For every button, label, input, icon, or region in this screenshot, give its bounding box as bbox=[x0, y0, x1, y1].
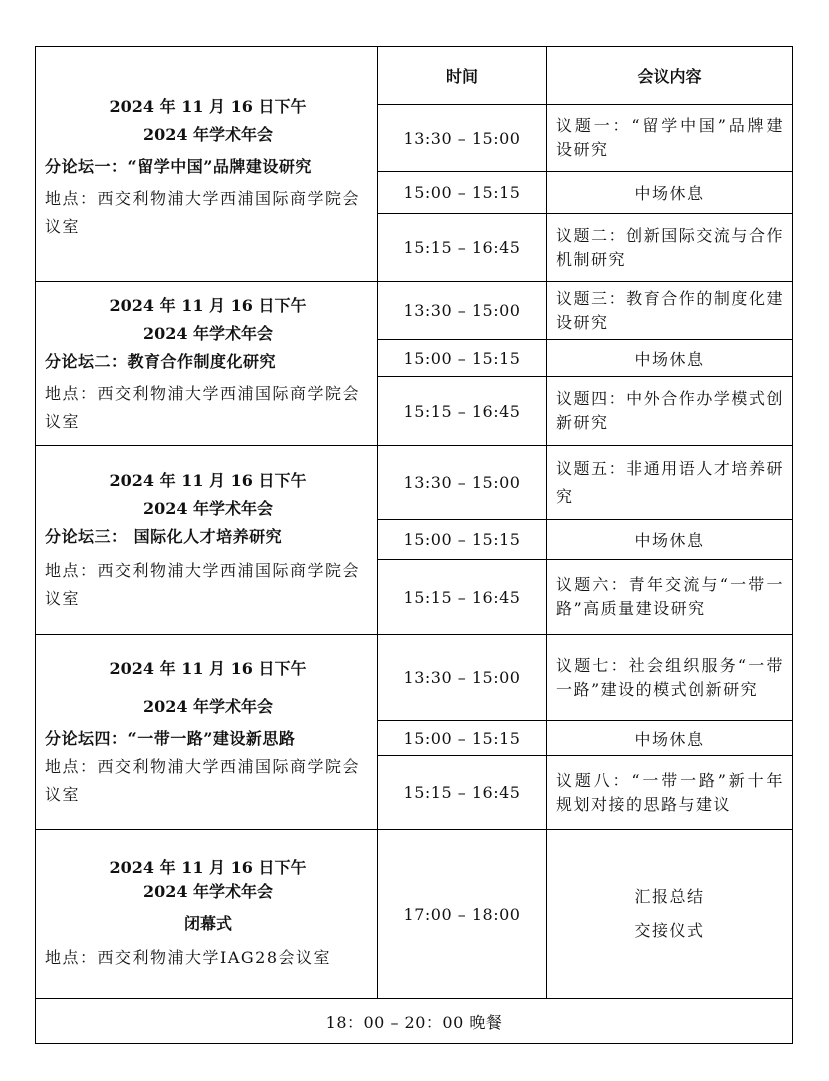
session-topic: 议题一：“留学中国”品牌建设研究 bbox=[547, 105, 793, 172]
session-time: 15:15 – 16:45 bbox=[378, 560, 547, 635]
forum-title: 分论坛三： 国际化人才培养研究 bbox=[45, 527, 283, 546]
header-content: 会议内容 bbox=[547, 47, 793, 105]
session-topic: 议题三：教育合作的制度化建设研究 bbox=[547, 282, 793, 340]
forum-3-info bbox=[36, 446, 378, 635]
footer-row bbox=[36, 999, 793, 1044]
session-time: 15:15 – 16:45 bbox=[378, 214, 547, 282]
header-time: 时间 bbox=[378, 47, 547, 105]
forum-meeting: 2024 年学术年会 bbox=[142, 323, 274, 343]
forum-title: 分论坛二：教育合作制度化研究 bbox=[45, 351, 277, 371]
break-label: 中场休息 bbox=[547, 340, 793, 377]
closing-item-summary: 汇报总结 bbox=[634, 887, 705, 906]
forum-meeting: 2024 年学术年会 bbox=[142, 499, 274, 518]
closing-title: 闭幕式 bbox=[183, 914, 232, 933]
conference-schedule-table bbox=[35, 46, 793, 1044]
forum-location: 地点：西交利物浦大学西浦国际商学院会议室 bbox=[45, 757, 361, 804]
session-topic: 议题五：非通用语人才培养研究 bbox=[547, 446, 793, 520]
session-row bbox=[36, 635, 793, 721]
session-time: 13:30 – 15:00 bbox=[378, 282, 547, 340]
closing-location: 地点：西交利物浦大学IAG28会议室 bbox=[45, 948, 332, 967]
forum-date: 2024 年 11 月 16 日下午 bbox=[109, 97, 307, 116]
session-time: 15:00 – 15:15 bbox=[378, 721, 547, 756]
session-time: 13:30 – 15:00 bbox=[378, 105, 547, 172]
forum-2-info bbox=[36, 282, 378, 446]
session-time: 13:30 – 15:00 bbox=[378, 635, 547, 721]
session-time: 15:00 – 15:15 bbox=[378, 520, 547, 560]
forum-1-info bbox=[36, 47, 378, 282]
session-time: 15:15 – 16:45 bbox=[378, 756, 547, 830]
forum-date: 2024 年 11 月 16 日下午 bbox=[109, 295, 307, 315]
session-time: 13:30 – 15:00 bbox=[378, 446, 547, 520]
session-topic: 议题八：“一带一路”新十年规划对接的思路与建议 bbox=[547, 756, 793, 830]
closing-row bbox=[36, 830, 793, 999]
session-topic: 议题四：中外合作办学模式创新研究 bbox=[547, 377, 793, 446]
break-label: 中场休息 bbox=[547, 721, 793, 756]
header-row bbox=[36, 47, 793, 105]
session-time: 15:15 – 16:45 bbox=[378, 377, 547, 446]
forum-title: 分论坛四：“一带一路”建设新思路 bbox=[45, 729, 296, 748]
break-label: 中场休息 bbox=[547, 520, 793, 560]
session-row bbox=[36, 446, 793, 520]
closing-items bbox=[547, 830, 793, 999]
session-row bbox=[36, 282, 793, 340]
forum-4-info bbox=[36, 635, 378, 830]
forum-meeting: 2024 年学术年会 bbox=[142, 697, 274, 716]
dinner-time: 18：00 – 20：00 晚餐 bbox=[36, 999, 793, 1044]
session-time: 15:00 – 15:15 bbox=[378, 172, 547, 214]
closing-date: 2024 年 11 月 16 日下午 bbox=[109, 858, 307, 877]
forum-date: 2024 年 11 月 16 日下午 bbox=[109, 659, 307, 678]
session-topic: 议题二：创新国际交流与合作机制研究 bbox=[547, 214, 793, 282]
session-time: 15:00 – 15:15 bbox=[378, 340, 547, 377]
forum-location: 地点：西交利物浦大学西浦国际商学院会议室 bbox=[45, 383, 361, 431]
closing-meeting: 2024 年学术年会 bbox=[142, 882, 274, 901]
session-topic: 议题七：社会组织服务“一带一路”建设的模式创新研究 bbox=[547, 635, 793, 721]
closing-time: 17:00 – 18:00 bbox=[378, 830, 547, 999]
break-label: 中场休息 bbox=[547, 172, 793, 214]
forum-date: 2024 年 11 月 16 日下午 bbox=[109, 471, 307, 490]
closing-info bbox=[36, 830, 378, 999]
session-topic: 议题六：青年交流与“一带一路”高质量建设研究 bbox=[547, 560, 793, 635]
forum-meeting: 2024 年学术年会 bbox=[142, 125, 274, 144]
forum-title: 分论坛一：“留学中国”品牌建设研究 bbox=[45, 157, 312, 176]
forum-location: 地点：西交利物浦大学西浦国际商学院会议室 bbox=[45, 189, 361, 236]
forum-location: 地点：西交利物浦大学西浦国际商学院会议室 bbox=[45, 561, 361, 608]
closing-item-handover: 交接仪式 bbox=[634, 921, 705, 940]
